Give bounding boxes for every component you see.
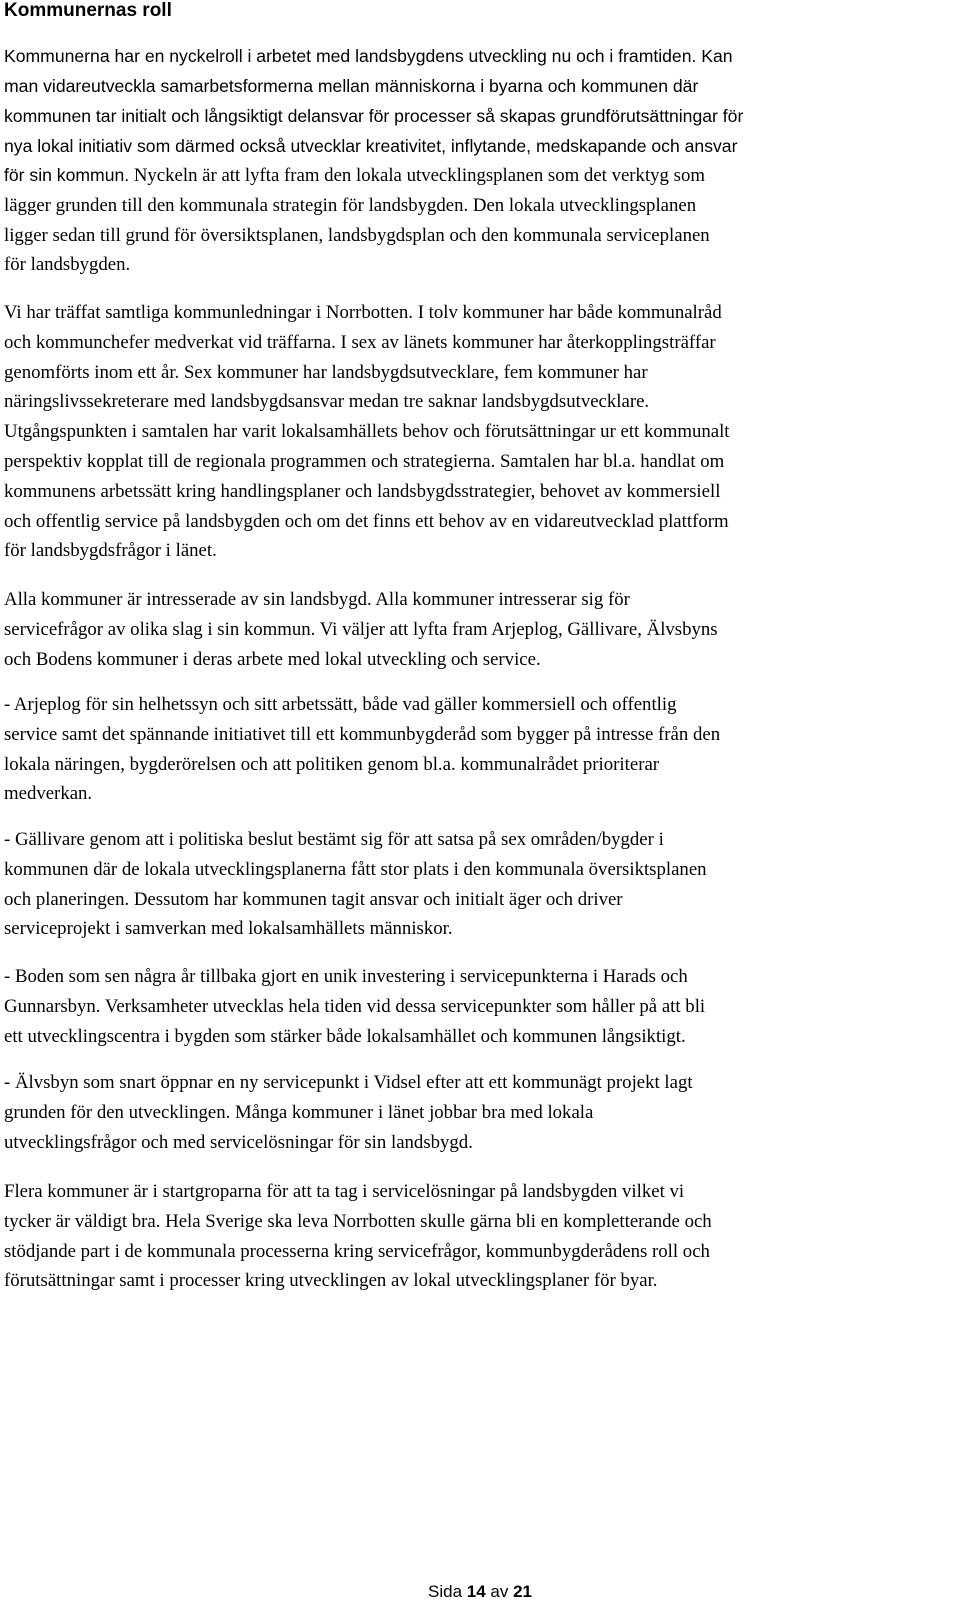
- text-line: serviceprojekt i samverkan med lokalsamhällets människor.: [4, 918, 453, 940]
- paragraph-interest: [4, 585, 944, 674]
- paragraph-meetings: [4, 298, 944, 566]
- text-line: medverkan.: [4, 783, 93, 805]
- text-segment: för sin kommun.: [4, 165, 130, 185]
- paragraph-conclusion: [4, 1177, 944, 1296]
- text-line: - Gällivare genom att i politiska beslut bestämt sig för att satsa på sex områden/bygder i: [4, 829, 664, 850]
- text-line: och planeringen. Dessutom har kommunen tagit ansvar och initialt äger och driver: [4, 888, 623, 910]
- text-line-mixed: [4, 161, 944, 191]
- paragraph-boden: [4, 962, 944, 1051]
- text-line: kommunen tar initialt och långsiktigt delansvar för processer så skapas grundförutsättningar för: [4, 106, 744, 126]
- text-line: och kommunchefer medverkat vid träffarna. I sex av länets kommuner har återkopplingsträffar: [4, 331, 716, 353]
- text-line: Utgångspunkten i samtalen har varit lokalsamhällets behov och förutsättningar ur ett kommunalt: [4, 421, 730, 443]
- text-line: man vidareutveckla samarbetsformerna mellan människorna i byarna och kommunen där: [4, 76, 699, 96]
- text-line: nya lokal initiativ som därmed också utvecklar kreativitet, inflytande, medskapande och ansvar: [4, 136, 738, 156]
- paragraph-gallivare: [4, 825, 944, 944]
- text-line: ligger sedan till grund för översiktsplanen, landsbygdsplan och den kommunala serviceplanen: [4, 224, 710, 246]
- paragraph-arjeplog: [4, 690, 944, 809]
- section-heading: Kommunernas roll: [4, 0, 172, 21]
- text-line: - Arjeplog för sin helhetssyn och sitt arbetssätt, både vad gäller kommersiell och offentlig: [4, 694, 677, 715]
- text-line: Kommunerna har en nyckelroll i arbetet med landsbygdens utveckling nu och i framtiden. Kan: [4, 46, 733, 66]
- text-line: för landsbygden.: [4, 254, 131, 276]
- total-page-count: 21: [513, 1582, 532, 1601]
- text-line: servicefrågor av olika slag i sin kommun. Vi väljer att lyfta fram Arjeplog, Gällivare, Älvsbyns: [4, 618, 718, 640]
- text-line: tycker är väldigt bra. Hela Sverige ska leva Norrbotten skulle gärna bli en kompletterande och: [4, 1210, 712, 1232]
- text-line: - Älvsbyn som snart öppnar en ny servicepunkt i Vidsel efter att ett kommunägt projekt lagt: [4, 1072, 693, 1093]
- footer-separator: av: [485, 1582, 514, 1601]
- text-line: perspektiv kopplat till de regionala programmen och strategierna. Samtalen har bl.a. handlat om: [4, 450, 725, 472]
- text-line: Alla kommuner är intresserade av sin landsbygd. Alla kommuner intresserar sig för: [4, 589, 630, 610]
- text-line: och offentlig service på landsbygden och om det finns ett behov av en vidareutvecklad plattform: [4, 510, 729, 532]
- current-page-number: 14: [466, 1582, 486, 1601]
- text-line: genomförts inom ett år. Sex kommuner har landsbygdsutvecklare, fem kommuner har: [4, 361, 648, 383]
- text-line: kommunens arbetssätt kring handlingsplaner och landsbygdsstrategier, behovet av kommersiell: [4, 480, 721, 502]
- text-line: stödjande part i de kommunala processerna kring servicefrågor, kommunbygderådens roll och: [4, 1240, 710, 1262]
- text-line: kommunen där de lokala utvecklingsplanerna fått stor plats i den kommunala översiktsplanen: [4, 858, 707, 880]
- text-line: Gunnarsbyn. Verksamheter utvecklas hela tiden vid dessa servicepunkter som håller på att bli: [4, 995, 706, 1017]
- text-line: - Boden som sen några år tillbaka gjort en unik investering i servicepunkterna i Harads och: [4, 966, 688, 987]
- text-line: och Bodens kommuner i deras arbete med lokal utveckling och service.: [4, 648, 541, 670]
- text-line: lokala näringen, bygderörelsen och att politiken genom bl.a. kommunalrådet prioriterar: [4, 753, 660, 775]
- paragraph-alvsbyn: [4, 1068, 944, 1157]
- text-segment: Nyckeln är att lyfta fram den lokala utvecklingsplanen som det verktyg som: [129, 165, 705, 186]
- text-line: service samt det spännande initiativet till ett kommunbygderåd som bygger på intresse från den: [4, 723, 721, 745]
- footer-prefix: Sida: [428, 1582, 467, 1601]
- paragraph-intro: [4, 41, 944, 161]
- text-line: förutsättningar samt i processer kring utvecklingen av lokal utvecklingsplaner för byar.: [4, 1270, 658, 1292]
- paragraph-intro-continued: [4, 161, 944, 280]
- text-line: lägger grunden till den kommunala strategin för landsbygden. Den lokala utvecklingsplanen: [4, 194, 697, 216]
- text-line: näringslivssekreterare med landsbygdsansvar medan tre saknar landsbygdsutvecklare.: [4, 391, 650, 413]
- text-line: Vi har träffat samtliga kommunledningar i Norrbotten. I tolv kommuner har både kommunalråd: [4, 302, 722, 323]
- text-line: Flera kommuner är i startgroparna för att ta tag i servicelösningar på landsbygden vilket vi: [4, 1181, 685, 1202]
- text-line: ett utvecklingscentra i bygden som stärker både lokalsamhället och kommunen långsiktigt.: [4, 1025, 686, 1047]
- text-line: grunden för den utvecklingen. Många kommuner i länet jobbar bra med lokala: [4, 1101, 594, 1123]
- page-number-footer: [0, 1580, 960, 1604]
- text-line: utvecklingsfrågor och med servicelösningar för sin landsbygd.: [4, 1131, 473, 1153]
- text-line: för landsbygdsfrågor i länet.: [4, 540, 217, 562]
